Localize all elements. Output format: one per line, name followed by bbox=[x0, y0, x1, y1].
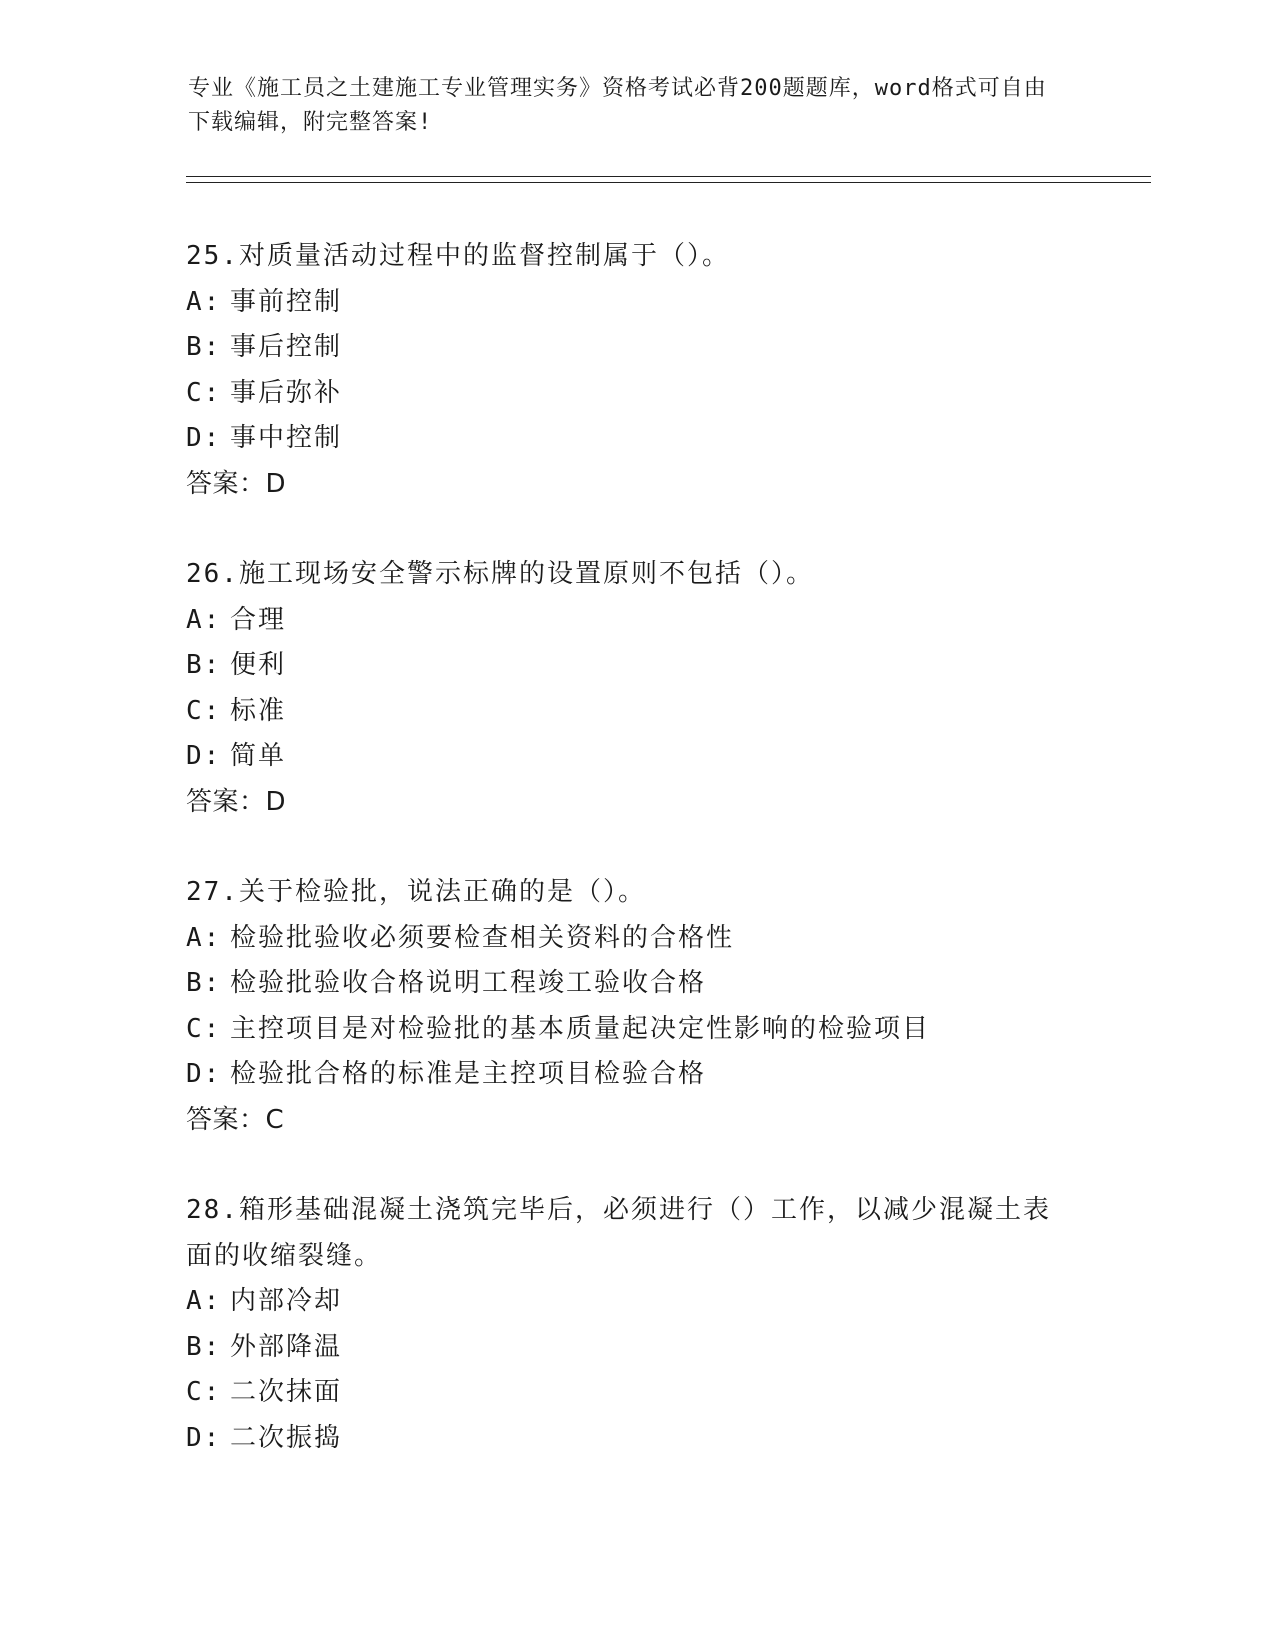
option-d bbox=[186, 1416, 1086, 1462]
question-stem: 26.施工现场安全警示标牌的设置原则不包括（）。 bbox=[186, 559, 814, 589]
option-letter: A: bbox=[186, 1286, 222, 1316]
option-text: 事后弥补 bbox=[230, 377, 343, 408]
answer: 答案：D bbox=[186, 468, 287, 499]
option-text: 外部降温 bbox=[230, 1331, 343, 1362]
option-letter: C: bbox=[186, 695, 222, 726]
question-stem: 27.关于检验批，说法正确的是（）。 bbox=[186, 877, 646, 907]
option-text: 事中控制 bbox=[230, 423, 343, 453]
question-stem: 28.箱形基础混凝土浇筑完毕后，必须进行（）工作，以减少混凝土表面的收缩裂缝。 bbox=[186, 1195, 1051, 1271]
option-c bbox=[186, 689, 1086, 735]
option-letter: D: bbox=[186, 423, 222, 453]
option-b bbox=[186, 325, 1086, 371]
option-b bbox=[186, 961, 1086, 1007]
option-a bbox=[186, 1279, 1086, 1325]
option-letter: B: bbox=[186, 968, 222, 998]
option-text: 简单 bbox=[230, 741, 287, 771]
question-25 bbox=[186, 234, 1086, 507]
document-header: 专业《施工员之土建施工专业管理实务》资格考试必背200题题库，word格式可自由下载编辑，附完整答案! bbox=[188, 76, 1047, 135]
option-c bbox=[186, 1370, 1086, 1416]
question-list bbox=[186, 234, 1086, 1506]
option-letter: B: bbox=[186, 1331, 222, 1362]
option-text: 事后控制 bbox=[230, 332, 343, 362]
option-c bbox=[186, 371, 1086, 417]
option-text: 合理 bbox=[230, 604, 287, 635]
option-text: 检验批合格的标准是主控项目检验合格 bbox=[230, 1059, 707, 1089]
header-divider-bottom bbox=[186, 182, 1151, 183]
header-divider-top bbox=[186, 176, 1151, 177]
question-stem: 25.对质量活动过程中的监督控制属于（）。 bbox=[186, 241, 730, 271]
option-letter: A: bbox=[186, 286, 222, 317]
option-a bbox=[186, 280, 1086, 326]
option-letter: C: bbox=[186, 377, 222, 408]
option-letter: B: bbox=[186, 332, 222, 362]
option-text: 事前控制 bbox=[230, 286, 343, 317]
option-text: 便利 bbox=[230, 650, 287, 680]
option-text: 检验批验收必须要检查相关资料的合格性 bbox=[230, 922, 735, 953]
option-text: 内部冷却 bbox=[230, 1286, 343, 1316]
answer: 答案：C bbox=[186, 1104, 285, 1135]
option-letter: A: bbox=[186, 922, 222, 953]
option-letter: D: bbox=[186, 741, 222, 771]
option-text: 标准 bbox=[230, 695, 287, 726]
option-letter: A: bbox=[186, 604, 222, 635]
option-c bbox=[186, 1007, 1086, 1053]
question-27 bbox=[186, 870, 1086, 1143]
option-letter: C: bbox=[186, 1013, 222, 1044]
option-letter: B: bbox=[186, 650, 222, 680]
option-text: 检验批验收合格说明工程竣工验收合格 bbox=[230, 968, 707, 998]
option-text: 主控项目是对检验批的基本质量起决定性影响的检验项目 bbox=[230, 1013, 931, 1044]
option-text: 二次振捣 bbox=[230, 1422, 343, 1453]
option-letter: D: bbox=[186, 1059, 222, 1089]
option-b bbox=[186, 1325, 1086, 1371]
option-b bbox=[186, 643, 1086, 689]
answer: 答案：D bbox=[186, 786, 287, 817]
question-26 bbox=[186, 552, 1086, 825]
question-28 bbox=[186, 1188, 1086, 1461]
option-d bbox=[186, 1052, 1086, 1098]
option-d bbox=[186, 734, 1086, 780]
option-a bbox=[186, 916, 1086, 962]
option-a bbox=[186, 598, 1086, 644]
option-text: 二次抹面 bbox=[230, 1377, 343, 1407]
option-letter: C: bbox=[186, 1377, 222, 1407]
option-d bbox=[186, 416, 1086, 462]
option-letter: D: bbox=[186, 1422, 222, 1453]
